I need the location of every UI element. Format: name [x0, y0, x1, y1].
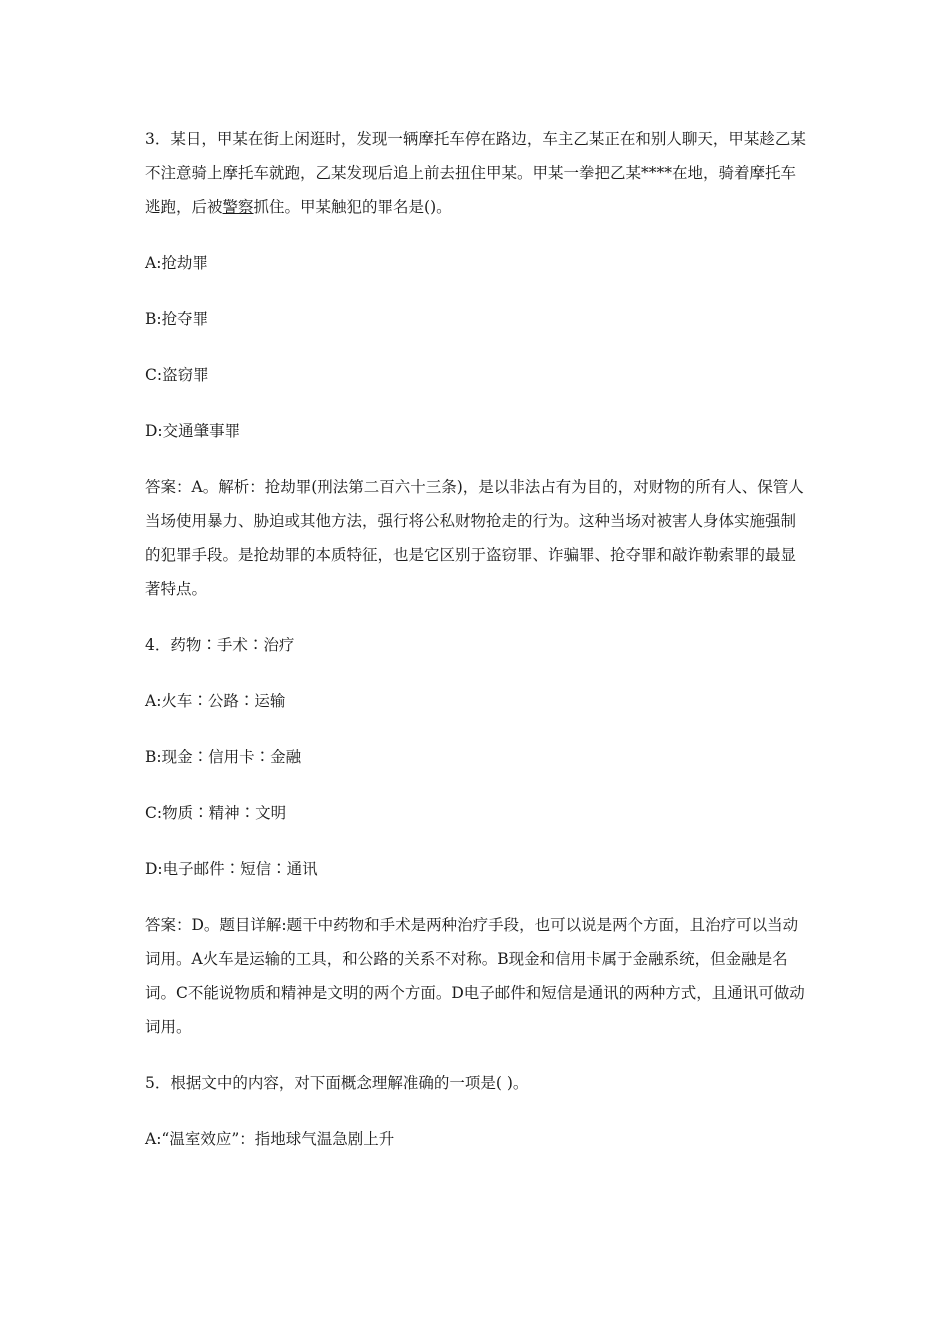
answer-explanation: 答案：A。解析：抢劫罪(刑法第二百六十三条)，是以非法占有为目的，对财物的所有人、保管人当场使用暴力、胁迫或其他方法，强行将公私财物抢走的行为。这种当场对被害人身体实施强制的犯罪手段。是抢劫罪的本质特征，也是它区别于盗窃罪、诈骗罪、抢夺罪和敲诈勒索罪的最显著特点。: [145, 478, 804, 598]
option-c: C:物质∶精神∶文明: [145, 804, 287, 822]
keyword-link[interactable]: 警察: [222, 198, 254, 216]
question-5: [145, 1066, 810, 1156]
question-4: [145, 628, 810, 1044]
stem-text: 3．某日，甲某在街上闲逛时，发现一辆摩托车停在路边，车主乙某正在和别人聊天，甲某趁乙某不注意骑上摩托车就跑，乙某发现后追上前去扭住甲某。甲某一拳把乙某****在地，骑着摩托车逃跑，后被: [145, 130, 806, 216]
answer-explanation: 答案：D。题目详解:题干中药物和手术是两种治疗手段，也可以说是两个方面，且治疗可以当动词用。A火车是运输的工具，和公路的关系不对称。B现金和信用卡属于金融系统，但金融是名词。C不能说物质和精神是文明的两个方面。D电子邮件和短信是通讯的两种方式，且通讯可做动词用。: [145, 916, 805, 1036]
question-stem: 4．药物∶手术∶治疗: [145, 636, 295, 654]
question-stem: [145, 122, 810, 224]
option-a: A:火车∶公路∶运输: [145, 692, 286, 710]
option-a: A:“温室效应”：指地球气温急剧上升: [145, 1130, 395, 1148]
option-c: C:盗窃罪: [145, 366, 209, 384]
option-b: B:抢夺罪: [145, 310, 209, 328]
question-3: [145, 122, 810, 606]
option-b: B:现金∶信用卡∶金融: [145, 748, 302, 766]
option-d: D:交通肇事罪: [145, 422, 241, 440]
option-d: D:电子邮件∶短信∶通讯: [145, 860, 318, 878]
question-stem: 5．根据文中的内容，对下面概念理解准确的一项是( )。: [145, 1074, 529, 1092]
stem-text-end: 抓住。甲某触犯的罪名是()。: [253, 198, 452, 216]
document-page: [145, 122, 810, 1178]
option-a: A:抢劫罪: [145, 254, 208, 272]
